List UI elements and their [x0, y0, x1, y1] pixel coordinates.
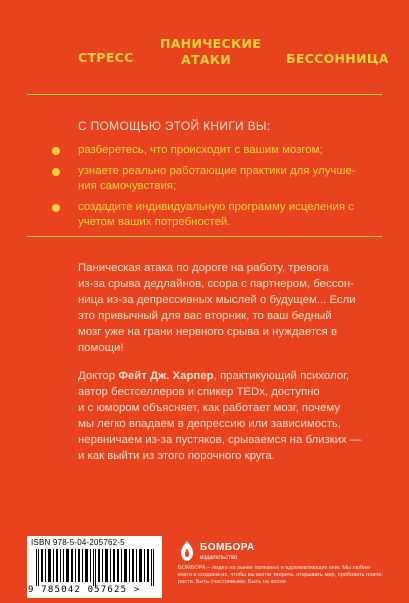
para2-line: мы легко впадаем в депрессию или зависимость,: [78, 418, 342, 430]
publisher-name: БОМБОРА: [200, 542, 255, 553]
para2-line1-rest: , практикующий психолог,: [213, 370, 349, 382]
benefits-title: С ПОМОЩЬЮ ЭТОЙ КНИГИ ВЫ:: [78, 119, 271, 133]
para1-line: из-за срыва дедлайнов, ссора с партнером, бессон-: [78, 278, 354, 290]
publisher-description: БОМБОРА – лидер на рынке полезных и вдохновляющих книг. Мы любим книги и создаем их, чтобы вы могли творить, открывать мир, пробовать новое, расти. Быть счастливыми. Быть на волне.: [178, 565, 384, 585]
bullet-dot-icon: [52, 147, 60, 155]
benefit-item-2-line2: ния самочувствия;: [78, 180, 177, 192]
topic-stress: СТРЕСС: [78, 50, 134, 65]
description-paragraph-2: [78, 368, 378, 464]
topic-panic-line2: АТАКИ: [181, 52, 232, 67]
benefit-item-3-line1: создадите индивидуальную программу исцеления с: [78, 201, 354, 213]
barcode-digits: 9 785042 057625 >: [28, 585, 141, 595]
benefit-item-2-line1: узнаете реально работающие практики для улучше-: [78, 165, 356, 177]
para1-line: Паническая атака по дороге на работу, тревога: [78, 262, 329, 274]
author-name: Фейт Дж. Харпер: [118, 370, 214, 382]
barcode: [27, 536, 162, 598]
bombora-logo-icon: [178, 540, 196, 562]
publisher-sub: издательство: [200, 555, 238, 561]
para1-line: ница из-за депрессивных мыслей о будущем... Если: [78, 294, 356, 306]
topic-insomnia: БЕССОННИЦА: [286, 51, 389, 66]
bullet-dot-icon: [52, 204, 60, 212]
benefit-item-1: [78, 143, 378, 158]
para2-line: автор бестселлеров и спикер TEDx, доступно: [78, 386, 320, 398]
benefit-item-1-line1: разберетесь, что происходит с вашим мозгом;: [78, 144, 323, 156]
divider-top: [27, 94, 382, 95]
para2-line: нервничаем из-за пустяков, срываемся на близких —: [78, 434, 362, 446]
para2-line: и с юмором объясняет, как работает мозг, почему: [78, 402, 341, 414]
divider-middle: [27, 236, 382, 237]
description-paragraph-1: [78, 260, 378, 356]
bullet-dot-icon: [52, 168, 60, 176]
benefit-item-3: [78, 200, 378, 230]
para1-line: помощи!: [78, 342, 124, 354]
para2-line: и как выйти из этого порочного круга.: [78, 450, 275, 462]
para2-prefix: Доктор: [78, 370, 119, 382]
isbn-text: ISBN 978-5-04-205762-5: [31, 538, 125, 547]
topic-panic-line1: ПАНИЧЕСКИЕ: [160, 36, 262, 51]
para1-line: мозг уже на грани нервного срыва и нуждается в: [78, 326, 338, 338]
benefit-item-3-line2: учетом ваших потребностей.: [78, 216, 231, 228]
benefit-item-2: [78, 164, 378, 194]
barcode-bars-icon: [36, 549, 156, 586]
para1-line: это привычный для вас вторник, то ваш бедный: [78, 310, 332, 322]
